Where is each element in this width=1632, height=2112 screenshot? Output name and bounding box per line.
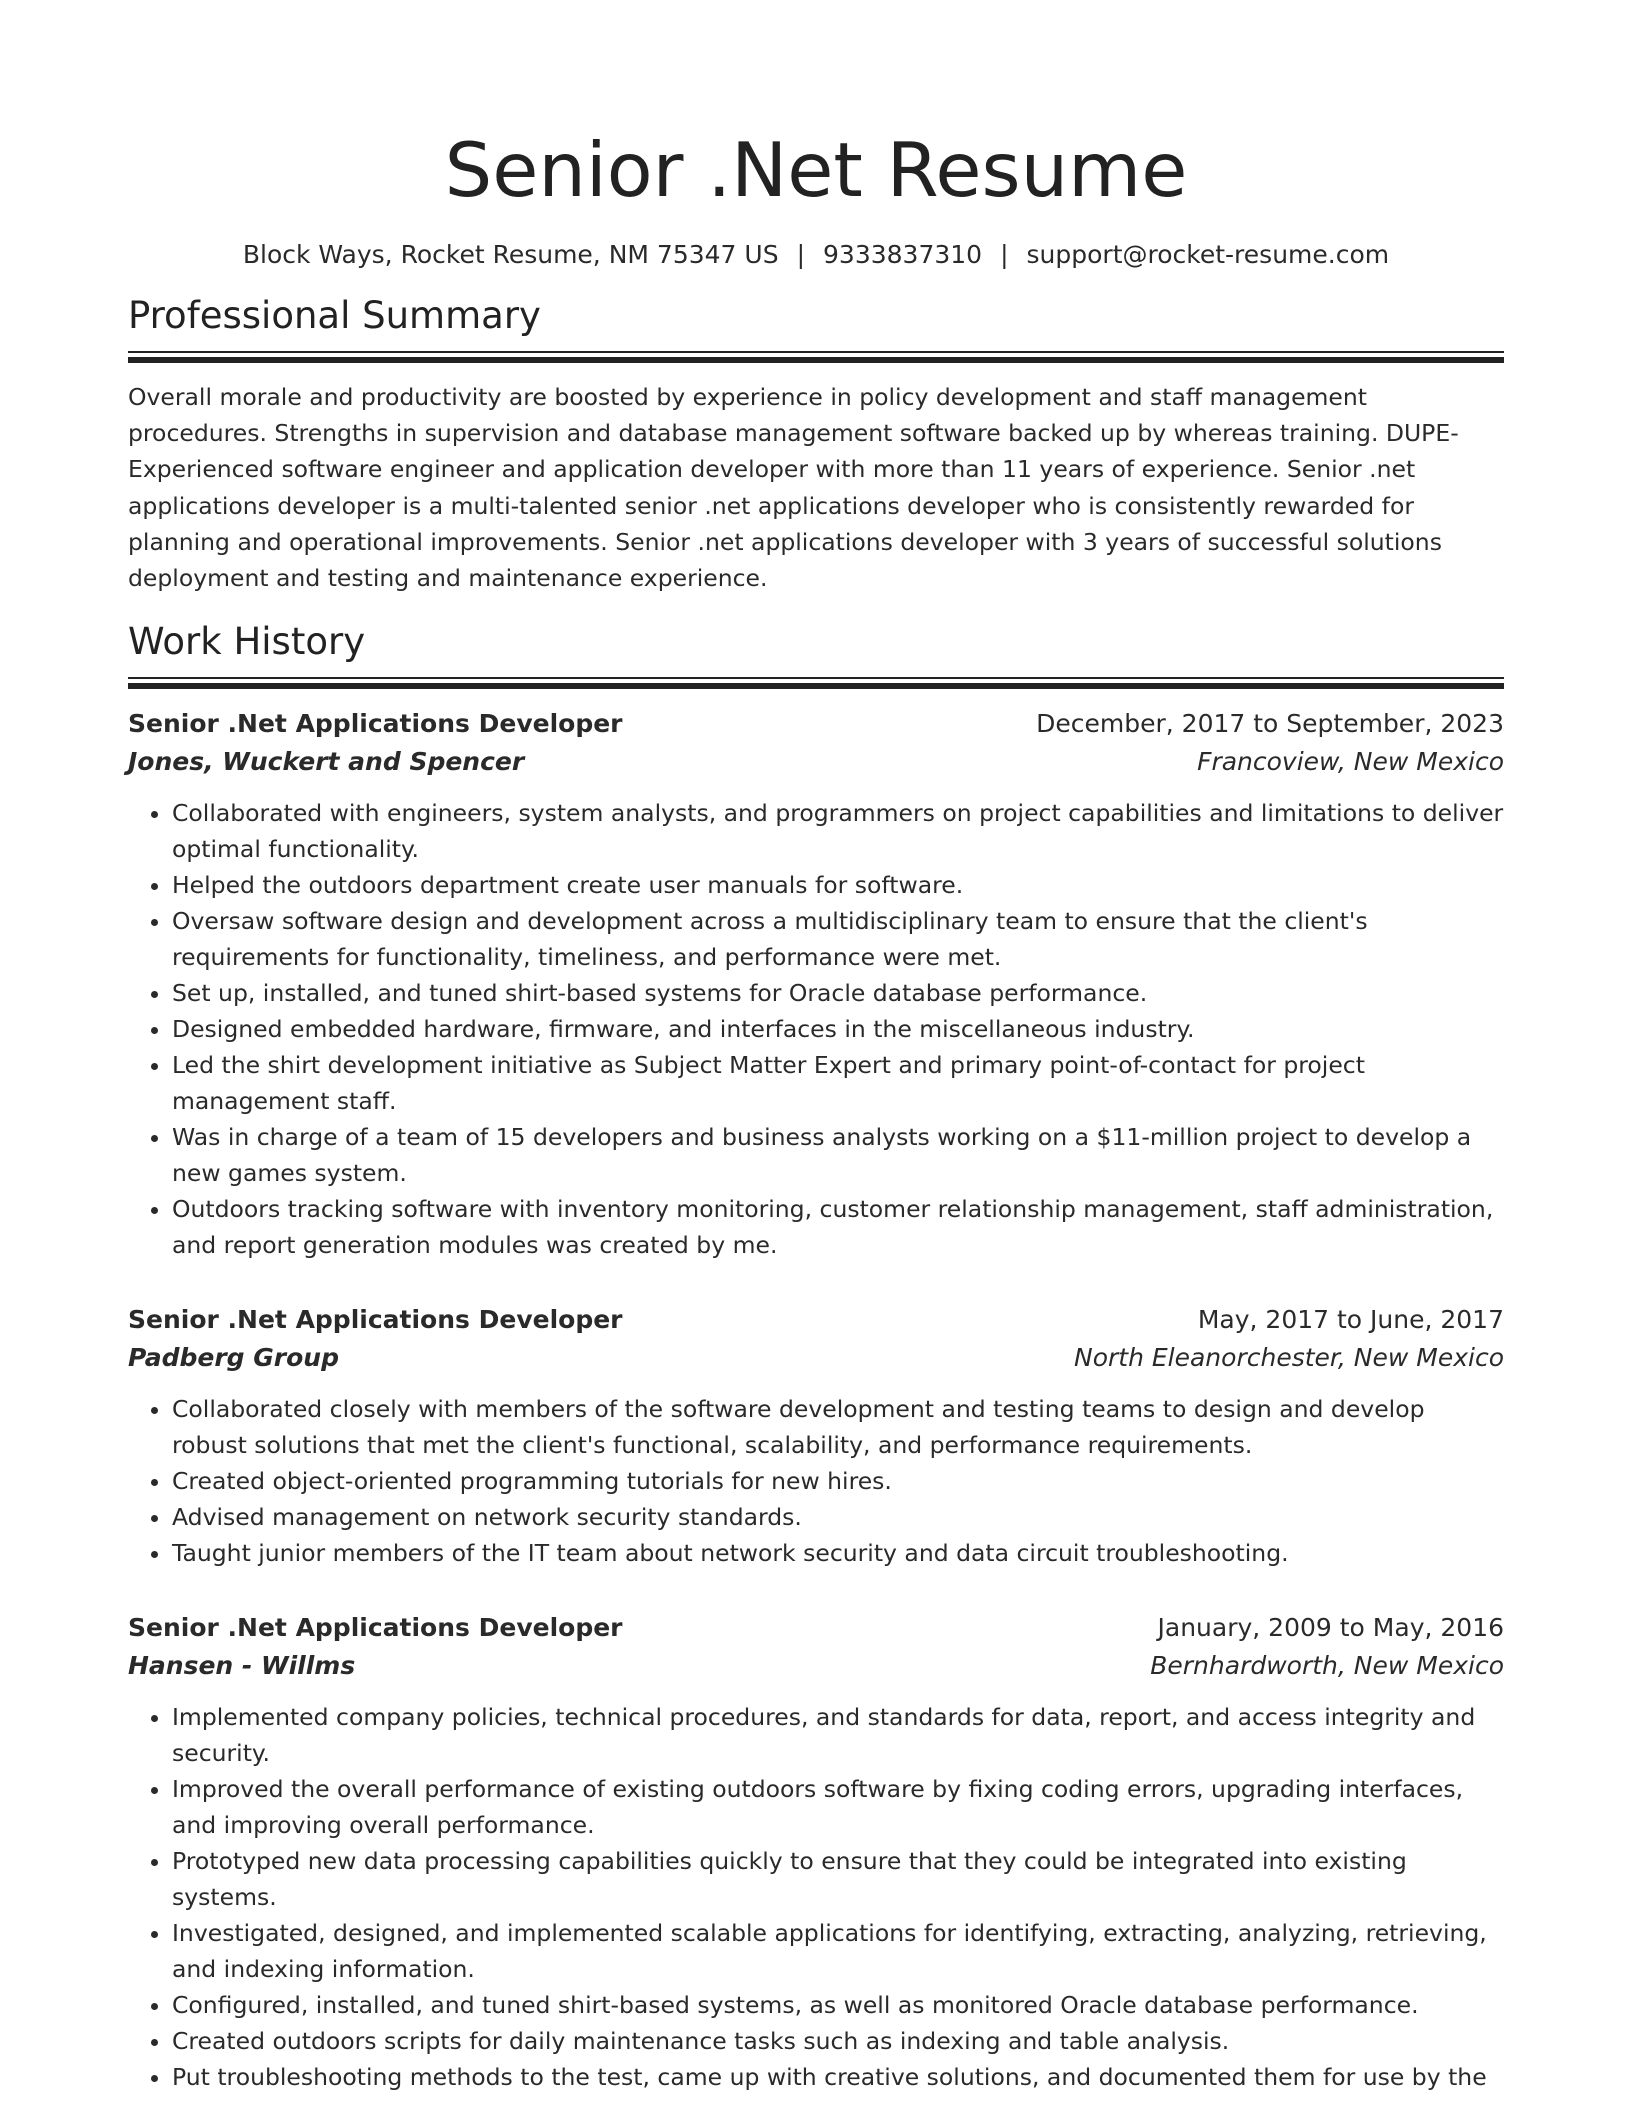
job-bullet: • Configured, installed, and tuned shirt-based systems, as well as monitored Oracle database performance. bbox=[172, 1987, 1504, 2023]
job-entry bbox=[128, 1301, 1504, 1571]
section-rule-thick bbox=[128, 357, 1504, 363]
email: support@rocket-resume.com bbox=[1026, 240, 1390, 269]
job-title: Senior .Net Applications Developer bbox=[128, 1305, 623, 1335]
resume-page bbox=[128, 0, 1504, 2095]
job-bullet: • Taught junior members of the IT team about network security and data circuit troubleshooting. bbox=[172, 1535, 1504, 1571]
section-title-summary: Professional Summary bbox=[128, 294, 541, 337]
company-name: Jones, Wuckert and Spencer bbox=[128, 747, 525, 777]
section-title-work-history: Work History bbox=[128, 620, 366, 664]
job-location: Francoview, New Mexico bbox=[1197, 747, 1504, 777]
job-bullet: • Investigated, designed, and implemented scalable applications for identifying, extracting, analyzing, retrieving, and indexing information. bbox=[172, 1915, 1504, 1987]
resume-name: Senior .Net Resume bbox=[444, 126, 1188, 214]
section-rule-thick bbox=[128, 683, 1504, 689]
job-company-row bbox=[128, 1339, 1504, 1377]
job-bullet: • Created object-oriented programming tutorials for new hires. bbox=[172, 1463, 1504, 1499]
job-header-row bbox=[128, 705, 1504, 743]
job-bullet-list bbox=[128, 1391, 1504, 1571]
section-rule-thin bbox=[128, 351, 1504, 353]
job-company-row bbox=[128, 743, 1504, 781]
job-dates: May, 2017 to June, 2017 bbox=[1197, 1305, 1504, 1335]
job-bullet-list bbox=[128, 1699, 1504, 2095]
job-bullet: • Designed embedded hardware, firmware, and interfaces in the miscellaneous industry. bbox=[172, 1011, 1504, 1047]
job-entry bbox=[128, 705, 1504, 1263]
job-bullet: • Prototyped new data processing capabilities quickly to ensure that they could be integrated into existing systems. bbox=[172, 1843, 1504, 1915]
job-bullet: • Oversaw software design and development across a multidisciplinary team to ensure that the client's requirements for functionality, timeliness, and performance were met. bbox=[172, 903, 1504, 975]
address: Block Ways, Rocket Resume, NM 75347 US bbox=[242, 240, 779, 269]
job-title: Senior .Net Applications Developer bbox=[128, 709, 623, 739]
company-name: Hansen - Willms bbox=[128, 1651, 356, 1681]
job-bullet: • Led the shirt development initiative as Subject Matter Expert and primary point-of-contact for project management staff. bbox=[172, 1047, 1504, 1119]
job-location: Bernhardworth, New Mexico bbox=[1150, 1651, 1504, 1681]
job-bullet: • Improved the overall performance of existing outdoors software by fixing coding errors, upgrading interfaces, and improving overall performance. bbox=[172, 1771, 1504, 1843]
job-bullet: • Helped the outdoors department create user manuals for software. bbox=[172, 867, 1504, 903]
summary-text: Overall morale and productivity are boosted by experience in policy development and staff management procedures. Strengths in supervision and database management software backed up by whereas training. DUPE- Experienced software engineer and application developer with more than 11 years of experience. Senior .net applications developer is a multi-talented senior .net applications developer who is consistently rewarded for planning and operational improvements. Senior .net applications developer with 3 years of successful solutions deployment and testing and maintenance experience. bbox=[128, 383, 1459, 593]
job-bullet: • Set up, installed, and tuned shirt-based systems for Oracle database performance. bbox=[172, 975, 1504, 1011]
job-bullet: • Collaborated closely with members of the software development and testing teams to design and develop robust solutions that met the client's functional, scalability, and performance requirements. bbox=[172, 1391, 1504, 1463]
phone: 9333837310 bbox=[823, 240, 983, 269]
contact-separator: | bbox=[1000, 240, 1009, 269]
job-bullet: • Was in charge of a team of 15 developers and business analysts working on a $11-million project to develop a new games system. bbox=[172, 1119, 1504, 1191]
job-entry bbox=[128, 1609, 1504, 2095]
job-location: North Eleanorchester, New Mexico bbox=[1074, 1343, 1504, 1373]
job-list bbox=[128, 705, 1504, 2095]
job-bullet: • Put troubleshooting methods to the test, came up with creative solutions, and documented them for use by the bbox=[172, 2059, 1504, 2095]
job-title: Senior .Net Applications Developer bbox=[128, 1613, 623, 1643]
company-name: Padberg Group bbox=[128, 1343, 339, 1373]
section-rule-thin bbox=[128, 677, 1504, 679]
job-dates: December, 2017 to September, 2023 bbox=[1036, 709, 1504, 739]
contact-separator: | bbox=[796, 240, 806, 269]
job-bullet: • Implemented company policies, technical procedures, and standards for data, report, and access integrity and security. bbox=[172, 1699, 1504, 1771]
job-dates: January, 2009 to May, 2016 bbox=[1157, 1613, 1504, 1643]
job-header-row bbox=[128, 1301, 1504, 1339]
contact-line bbox=[128, 238, 1504, 272]
job-bullet-list bbox=[128, 795, 1504, 1263]
job-header-row bbox=[128, 1609, 1504, 1647]
job-company-row bbox=[128, 1647, 1504, 1685]
job-bullet: • Collaborated with engineers, system analysts, and programmers on project capabilities and limitations to deliver optimal functionality. bbox=[172, 795, 1504, 867]
job-bullet: • Advised management on network security standards. bbox=[172, 1499, 1504, 1535]
job-bullet: • Outdoors tracking software with inventory monitoring, customer relationship management, staff administration, and report generation modules was created by me. bbox=[172, 1191, 1504, 1263]
job-bullet: • Created outdoors scripts for daily maintenance tasks such as indexing and table analysis. bbox=[172, 2023, 1504, 2059]
